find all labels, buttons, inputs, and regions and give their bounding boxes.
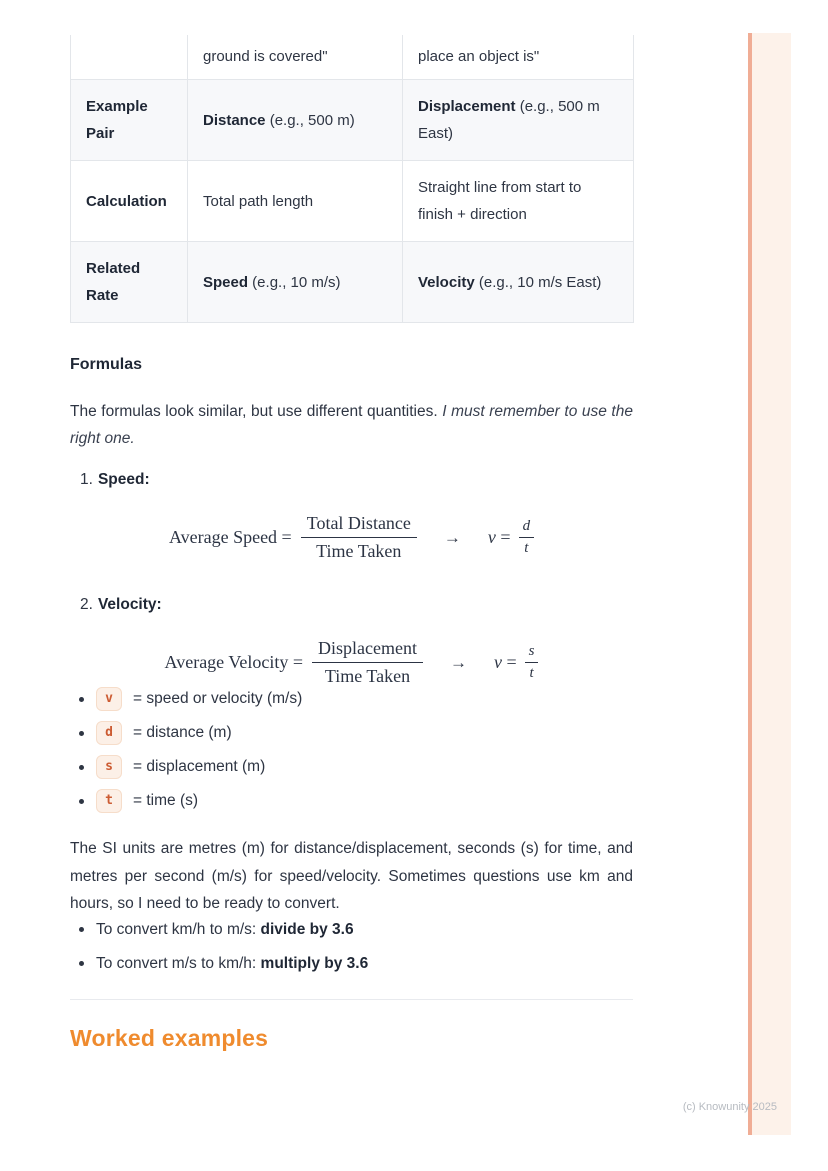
displacement-cell xyxy=(403,242,634,323)
page-edge-stripe xyxy=(752,33,791,1135)
page-edge-line xyxy=(748,33,752,1135)
table-row xyxy=(71,161,634,242)
variable-meaning: = displacement (m) xyxy=(133,758,266,775)
conversions-list xyxy=(70,918,633,976)
conversion-bold: multiply by 3.6 xyxy=(260,954,369,972)
row-header-cell: Related Rate xyxy=(71,242,188,323)
cell-text: (e.g., 500 m) xyxy=(265,111,355,129)
variable-meaning: = distance (m) xyxy=(133,724,232,741)
bullet-icon xyxy=(79,927,84,932)
equals-sign: = xyxy=(506,652,517,672)
displacement-cell xyxy=(403,35,634,80)
variable-symbol: s xyxy=(528,643,535,659)
cell-text: (e.g., 10 m/s East) xyxy=(474,273,602,291)
speed-formula xyxy=(70,513,633,562)
fraction xyxy=(312,638,423,687)
variable-badge: d xyxy=(96,721,122,745)
intro-italic-text: I must remember to use the right one. xyxy=(70,403,633,447)
bullet-icon xyxy=(79,697,84,702)
displacement-cell xyxy=(403,80,634,161)
page-content xyxy=(70,35,633,1052)
fraction-denominator xyxy=(525,663,539,682)
item-number: 2. xyxy=(80,596,93,613)
fraction-numerator xyxy=(519,518,535,538)
conversion-normal: To convert km/h to m/s: xyxy=(96,920,261,938)
table-row xyxy=(71,80,634,161)
fraction-denominator xyxy=(519,538,535,557)
arrow-right-icon: → xyxy=(449,652,467,672)
displacement-cell xyxy=(403,161,634,242)
term-text: Speed xyxy=(203,273,249,291)
copyright-footer: (c) Knowunity 2025 xyxy=(682,1101,777,1113)
cell-text: ground is covered" xyxy=(203,48,328,65)
list-item xyxy=(70,755,633,779)
fraction xyxy=(301,513,417,562)
cell-text: (e.g., 500 m East) xyxy=(418,98,600,142)
distance-cell xyxy=(188,35,403,80)
fraction-numerator: Total Distance xyxy=(301,513,417,538)
term-text: Velocity xyxy=(418,273,475,291)
variable-badge: t xyxy=(96,789,122,813)
conversion-text xyxy=(96,955,368,973)
si-units-paragraph: The SI units are metres (m) for distance/displacement, seconds (s) for time, and metres per second (m/s) for speed/velocity. Sometimes questions use km and hours, so I need to be ready to convert. xyxy=(70,840,633,912)
distance-cell xyxy=(188,80,403,161)
table-row xyxy=(71,242,634,323)
bullet-icon xyxy=(79,961,84,966)
item-number: 1. xyxy=(80,471,93,488)
item-label: Speed: xyxy=(97,471,150,488)
variables-list xyxy=(70,687,633,813)
conversion-normal: To convert m/s to km/h: xyxy=(96,954,261,972)
formula-lhs: Average Speed = xyxy=(168,527,292,547)
arrow-right-icon: → xyxy=(443,527,461,547)
fraction-small xyxy=(519,518,535,557)
fraction-numerator: Displacement xyxy=(312,638,423,663)
list-item xyxy=(70,721,633,745)
numbered-item-velocity xyxy=(80,595,633,614)
variable-badge: s xyxy=(96,755,122,779)
cell-text: (e.g., 10 m/s) xyxy=(248,273,341,291)
intro-normal-text: The formulas look similar, but use different quantities. xyxy=(70,403,443,420)
variable-badge: v xyxy=(96,687,122,711)
conversion-bold: divide by 3.6 xyxy=(260,920,354,938)
term-text: Displacement xyxy=(418,98,516,115)
formula-lhs: Average Velocity = xyxy=(164,652,303,672)
row-header-cell: Calculation xyxy=(71,161,188,242)
variable-symbol: t xyxy=(529,665,534,681)
cell-text: Straight line from start to finish + direction xyxy=(418,179,582,223)
list-item xyxy=(70,789,633,813)
formulas-intro xyxy=(70,398,633,452)
variable-meaning: = speed or velocity (m/s) xyxy=(133,690,303,707)
fraction-small xyxy=(525,643,539,682)
comparison-table xyxy=(70,35,634,323)
equals-sign: = xyxy=(500,527,511,547)
bullet-icon xyxy=(79,731,84,736)
row-header-cell xyxy=(71,35,188,80)
fraction-numerator xyxy=(525,643,539,663)
item-label: Velocity: xyxy=(97,596,162,613)
formula-variable xyxy=(494,652,517,673)
fraction-denominator: Time Taken xyxy=(324,666,411,686)
term-text: Distance xyxy=(203,111,266,129)
distance-cell xyxy=(188,161,403,242)
cell-text: Total path length xyxy=(203,192,314,210)
list-item xyxy=(70,952,633,976)
variable-symbol: t xyxy=(524,540,529,556)
variable-symbol: d xyxy=(522,518,531,534)
formulas-heading: Formulas xyxy=(70,356,143,373)
list-item xyxy=(70,918,633,942)
section-divider xyxy=(70,999,633,1000)
formula-variable xyxy=(488,527,511,548)
table-row xyxy=(71,35,634,80)
row-header-cell: Example Pair xyxy=(71,80,188,161)
bullet-icon xyxy=(79,765,84,770)
variable-symbol: v xyxy=(493,652,502,672)
variable-meaning: = time (s) xyxy=(133,792,199,809)
numbered-item-speed xyxy=(80,470,633,489)
velocity-formula xyxy=(70,638,633,687)
cell-text: place an object is" xyxy=(418,48,540,65)
list-item xyxy=(70,687,633,711)
bullet-icon xyxy=(79,799,84,804)
worked-examples-heading: Worked examples xyxy=(70,1024,269,1051)
distance-cell xyxy=(188,242,403,323)
fraction-denominator: Time Taken xyxy=(316,541,402,561)
variable-symbol: v xyxy=(487,527,496,547)
conversion-text xyxy=(96,921,354,939)
